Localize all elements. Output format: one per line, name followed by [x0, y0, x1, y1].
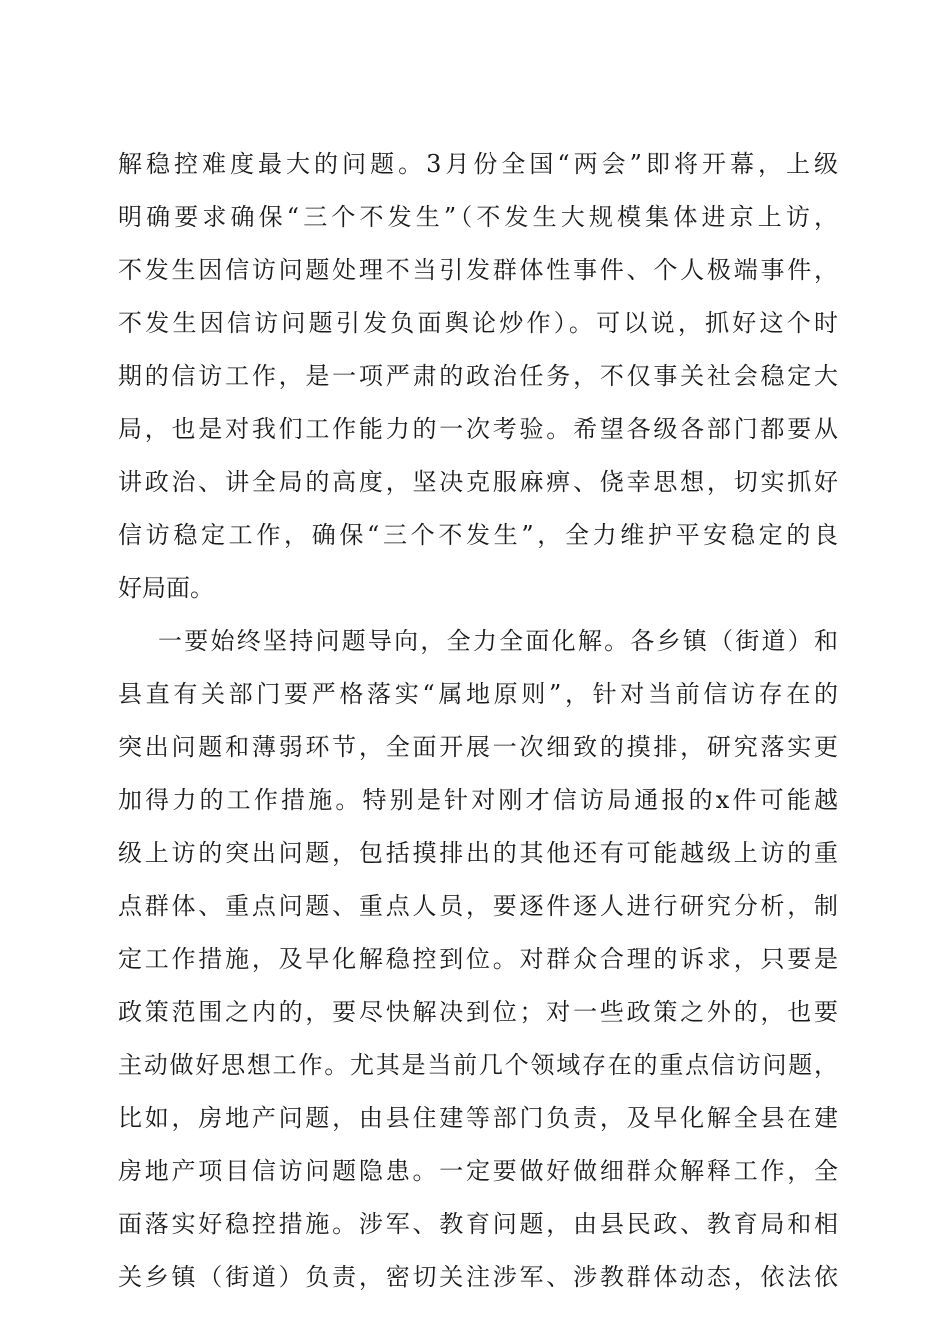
text-line: 不发生因信访问题引发负面舆论炒作）。可以说，抓好这个时 [118, 309, 838, 337]
text-line: 关乡镇（街道）负责，密切关注涉军、涉教群体动态，依法依 [118, 1263, 838, 1291]
text-line: 政策范围之内的，要尽快解决到位；对一些政策之外的，也要 [118, 998, 838, 1026]
text-line: 好局面。 [118, 574, 214, 602]
body-text [118, 138, 838, 1304]
text-line: 明确要求确保“三个不发生”（不发生大规模集体进京上访， [118, 203, 838, 231]
text-line: 主动做好思想工作。尤其是当前几个领域存在的重点信访问题， [118, 1051, 838, 1079]
text-line: 级上访的突出问题，包括摸排出的其他还有可能越级上访的重 [118, 839, 838, 867]
text-line: 点群体、重点问题、重点人员，要逐件逐人进行研究分析，制 [118, 892, 838, 920]
text-line: 一要始终坚持问题导向，全力全面化解。各乡镇（街道）和 [158, 627, 838, 655]
text-line: 加得力的工作措施。特别是针对刚才信访局通报的x件可能越 [118, 786, 838, 814]
text-line: 房地产项目信访问题隐患。一定要做好做细群众解释工作，全 [118, 1157, 838, 1185]
text-line: 突出问题和薄弱环节，全面开展一次细致的摸排，研究落实更 [118, 733, 838, 761]
text-line: 讲政治、讲全局的高度，坚决克服麻痹、侥幸思想，切实抓好 [118, 468, 838, 496]
text-line: 局，也是对我们工作能力的一次考验。希望各级各部门都要从 [118, 415, 838, 443]
text-line: 期的信访工作，是一项严肃的政治任务，不仅事关社会稳定大 [118, 362, 838, 390]
text-line: 定工作措施，及早化解稳控到位。对群众合理的诉求，只要是 [118, 945, 838, 973]
text-line: 面落实好稳控措施。涉军、教育问题，由县民政、教育局和相 [118, 1210, 838, 1238]
text-line: 信访稳定工作，确保“三个不发生”，全力维护平安稳定的良 [118, 521, 838, 549]
text-line: 比如，房地产问题，由县住建等部门负责，及早化解全县在建 [118, 1104, 838, 1132]
text-line: 解稳控难度最大的问题。3月份全国“两会”即将开幕，上级 [118, 150, 838, 178]
text-line: 不发生因信访问题处理不当引发群体性事件、个人极端事件， [118, 256, 838, 284]
text-line: 县直有关部门要严格落实“属地原则”，针对当前信访存在的 [118, 680, 838, 708]
